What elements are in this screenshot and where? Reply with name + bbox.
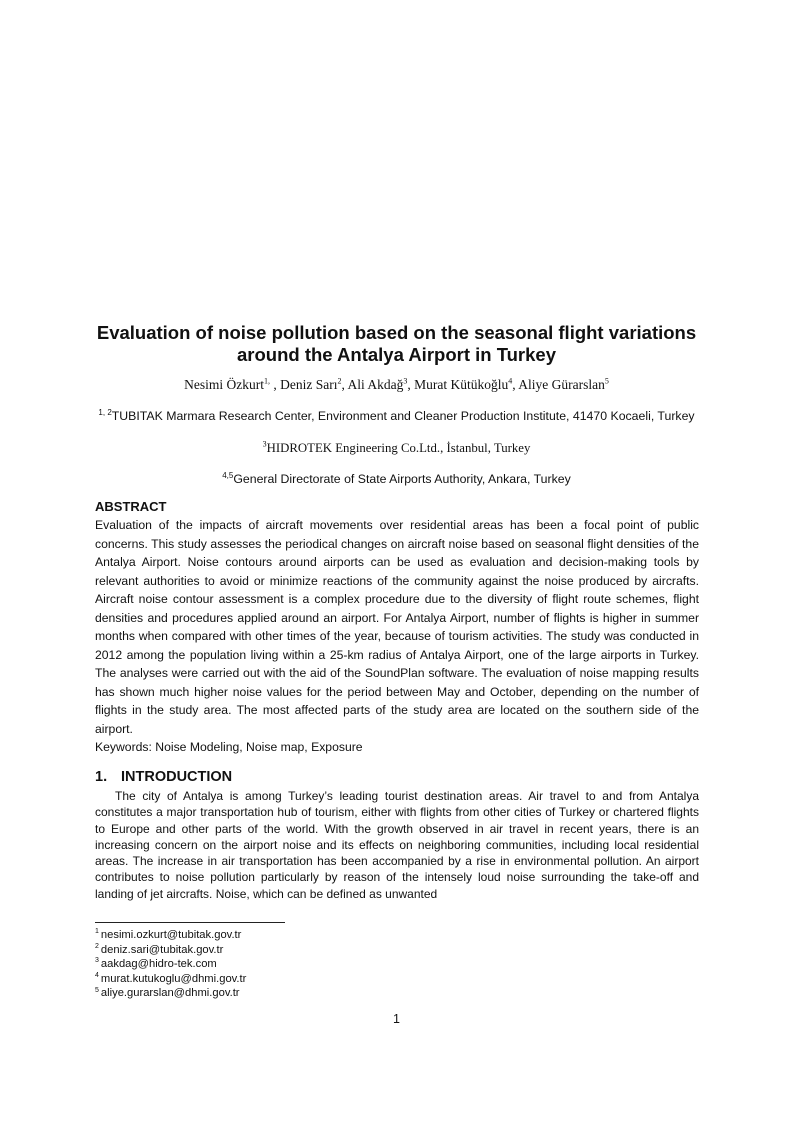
footnote-item xyxy=(95,986,246,1001)
author-mark: 4 xyxy=(508,376,513,386)
footnote-item xyxy=(95,957,246,972)
footnote-mark: 3 xyxy=(95,957,99,965)
author-mark: 1, xyxy=(264,376,270,386)
keywords: Keywords: Noise Modeling, Noise map, Exposure xyxy=(95,740,363,754)
footnote-email[interactable]: deniz.sari@tubitak.gov.tr xyxy=(100,943,224,956)
affiliation xyxy=(60,472,733,486)
affiliation xyxy=(60,441,733,456)
affiliation-mark: 3 xyxy=(262,439,267,449)
footnote-item xyxy=(95,972,246,987)
footnote-email[interactable]: murat.kutukoglu@dhmi.gov.tr xyxy=(100,972,247,985)
affiliation-mark: 4,5 xyxy=(222,470,234,480)
author-list: Nesimi Özkurt$^{1,}$ , Deniz Sarı$^2$, Ali Akdağ$^3$, Murat Kütükoğlu$^4$, Aliye Gürarslan$^5$ xyxy=(184,376,609,392)
author-mark: 3 xyxy=(403,376,408,386)
footnote-mark: 2 xyxy=(95,942,99,950)
affiliation-text: TUBITAK Marmara Research Center, Environment and Cleaner Production Institute, 41470 Kocaeli, Turkey xyxy=(111,409,695,423)
footnote-mark: 1 xyxy=(95,928,99,936)
affiliation-mark: 1, 2 xyxy=(98,407,112,417)
paper-title: Evaluation of noise pollution based on the seasonal flight variations around the Antalya Airport in Turkey xyxy=(96,322,697,365)
author-name: Deniz Sarı xyxy=(280,377,338,392)
footnote-mark: 5 xyxy=(95,986,99,994)
footnote-divider xyxy=(95,922,285,923)
page-number: 1 xyxy=(393,1012,400,1026)
affiliation xyxy=(60,409,733,423)
affiliation-text: General Directorate of State Airports Authority, Ankara, Turkey xyxy=(233,472,571,486)
footnote-email[interactable]: nesimi.ozkurt@tubitak.gov.tr xyxy=(100,929,242,941)
author-name: Murat Kütükoğlu xyxy=(414,377,509,392)
section-title: INTRODUCTION xyxy=(121,769,233,785)
introduction-text: The city of Antalya is among Turkey’s leading tourist destination areas. Air travel to and from Antalya constitutes a major transportation hub of tourism, either with flights from other cities of Turkey or chartered flights to Europe and other parts of the world. With the growth observed in air travel in recent years, there is an increasing concern on the airport noise and its effects on neighboring communities, including local residential areas. The increase in air transportation has been accompanied by a rise in environmental pollution. An airport contributes to noise pollution particularly by reason of the intensely loud noise surrounding the take-off and landing of jet aircrafts. Noise, which can be defined as unwanted xyxy=(95,789,699,901)
author-name: Nesimi Özkurt xyxy=(184,377,264,392)
footnote-mark: 4 xyxy=(95,972,99,980)
footnote-list xyxy=(95,928,246,1001)
author-mark: 2 xyxy=(337,376,342,386)
footnote-email[interactable]: aakdag@hidro-tek.com xyxy=(100,958,217,971)
author-name: Aliye Gürarslan xyxy=(518,377,605,392)
section-number: 1. xyxy=(95,769,108,785)
affiliation-text: HIDROTEK Engineering Co.Ltd., İstanbul, Turkey xyxy=(266,441,531,455)
footnote-email[interactable]: aliye.gurarslan@dhmi.gov.tr xyxy=(100,987,240,1000)
section-heading xyxy=(95,769,232,785)
author-mark: 5 xyxy=(604,376,609,386)
footnote-item xyxy=(95,928,246,943)
footnote-item xyxy=(95,943,246,958)
author-name: Ali Akdağ xyxy=(347,377,404,392)
abstract-heading: ABSTRACT xyxy=(95,499,167,514)
abstract-text: Evaluation of the impacts of aircraft movements over residential areas has been a focal point of public concerns. This study assesses the periodical changes on aircraft noise based on seasonal flight densities of the Antalya Airport. Noise contours around airports can be used as evaluation and decision-making tools by relevant authorities to avoid or minimize reactions of the community against the noise produced by aircrafts. Aircraft noise contour assessment is a complex procedure due to the diversity of flight route schemes, flight densities and procedures applied around an airport. For Antalya Airport, number of flights is higher in summer months when compared with other times of the year, because of tourism activities. The study was conducted in 2012 among the population living within a 25-km radius of Antalya Airport, one of the large airports in Turkey. The analyses were carried out with the aid of the SoundPlan software. The evaluation of noise mapping results has shown much higher noise values for the period between May and October, depending on the number of flights in the study area. The most affected parts of the study area are located on the southern side of the airport. xyxy=(95,518,699,736)
